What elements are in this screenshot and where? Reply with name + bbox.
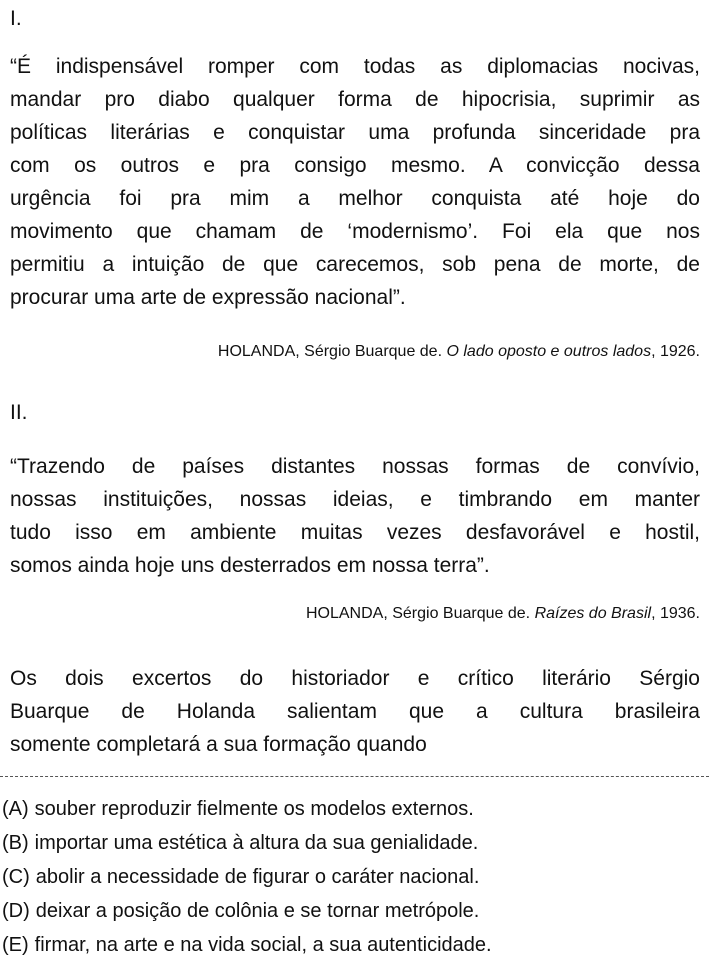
question-line: Os dois excertos do historiador e crítico literário Sérgio <box>10 667 700 690</box>
answer-options <box>2 792 492 962</box>
question-stem <box>10 662 700 761</box>
option-letter: (C) <box>2 866 30 888</box>
excerpt-2-line: tudo isso em ambiente muitas vezes desfavorável e hostil, <box>10 521 700 544</box>
option-text: deixar a posição de colônia e se tornar metrópole. <box>35 900 480 922</box>
citation-year: , 1926. <box>651 343 700 360</box>
excerpt-1-line: urgência foi pra mim a melhor conquista até hoje do <box>10 187 700 210</box>
citation-author: HOLANDA, Sérgio Buarque de. <box>305 605 531 622</box>
option-d[interactable] <box>2 894 492 928</box>
citation-year: , 1936. <box>651 605 700 622</box>
option-text: abolir a necessidade de figurar o caráter nacional. <box>35 866 480 888</box>
question-line: somente completará a sua formação quando <box>10 733 427 756</box>
citation-title: O lado oposto e outros lados <box>446 343 652 360</box>
excerpt-2-line: nossas instituições, nossas ideias, e timbrando em manter <box>10 488 700 511</box>
option-a[interactable] <box>2 792 492 826</box>
excerpt-1-text <box>10 50 700 314</box>
excerpt-2-line: “Trazendo de países distantes nossas formas de convívio, <box>10 455 700 478</box>
excerpt-1-line: permitiu a intuição de que carecemos, sob pena de morte, de <box>10 253 700 276</box>
option-letter: (D) <box>2 900 30 922</box>
excerpt-1-citation <box>218 340 700 364</box>
option-letter: (E) <box>2 934 29 956</box>
option-text: importar uma estética à altura da sua genialidade. <box>34 832 479 854</box>
question-line: Buarque de Holanda salientam que a cultura brasileira <box>10 700 700 723</box>
citation-title: Raízes do Brasil <box>534 605 652 622</box>
option-text: firmar, na arte e na vida social, a sua autenticidade. <box>34 934 492 956</box>
excerpt-1-line: procurar uma arte de expressão nacional”. <box>10 286 406 309</box>
excerpt-1-line: movimento que chamam de ‘modernismo’. Foi ela que nos <box>10 220 700 243</box>
excerpt-2-line: somos ainda hoje uns desterrados em nossa terra”. <box>10 554 490 577</box>
excerpt-2-text <box>10 450 700 582</box>
option-letter: (A) <box>2 798 29 820</box>
citation-author: HOLANDA, Sérgio Buarque de. <box>217 343 443 360</box>
option-c[interactable] <box>2 860 492 894</box>
excerpt-2-label: II. <box>10 401 28 424</box>
excerpt-1-line: políticas literárias e conquistar uma profunda sinceridade pra <box>10 121 700 144</box>
excerpt-1-line: mandar pro diabo qualquer forma de hipocrisia, suprimir as <box>10 88 700 111</box>
excerpt-1-line: com os outros e pra consigo mesmo. A convicção dessa <box>10 154 700 177</box>
dashed-divider <box>0 776 709 777</box>
option-e[interactable] <box>2 928 492 962</box>
excerpt-1-label: I. <box>10 7 22 30</box>
option-text: souber reproduzir fielmente os modelos externos. <box>34 798 474 820</box>
excerpt-2-citation <box>306 602 700 626</box>
option-b[interactable] <box>2 826 492 860</box>
excerpt-1-line: “É indispensável romper com todas as diplomacias nocivas, <box>10 55 700 78</box>
option-letter: (B) <box>2 832 29 854</box>
